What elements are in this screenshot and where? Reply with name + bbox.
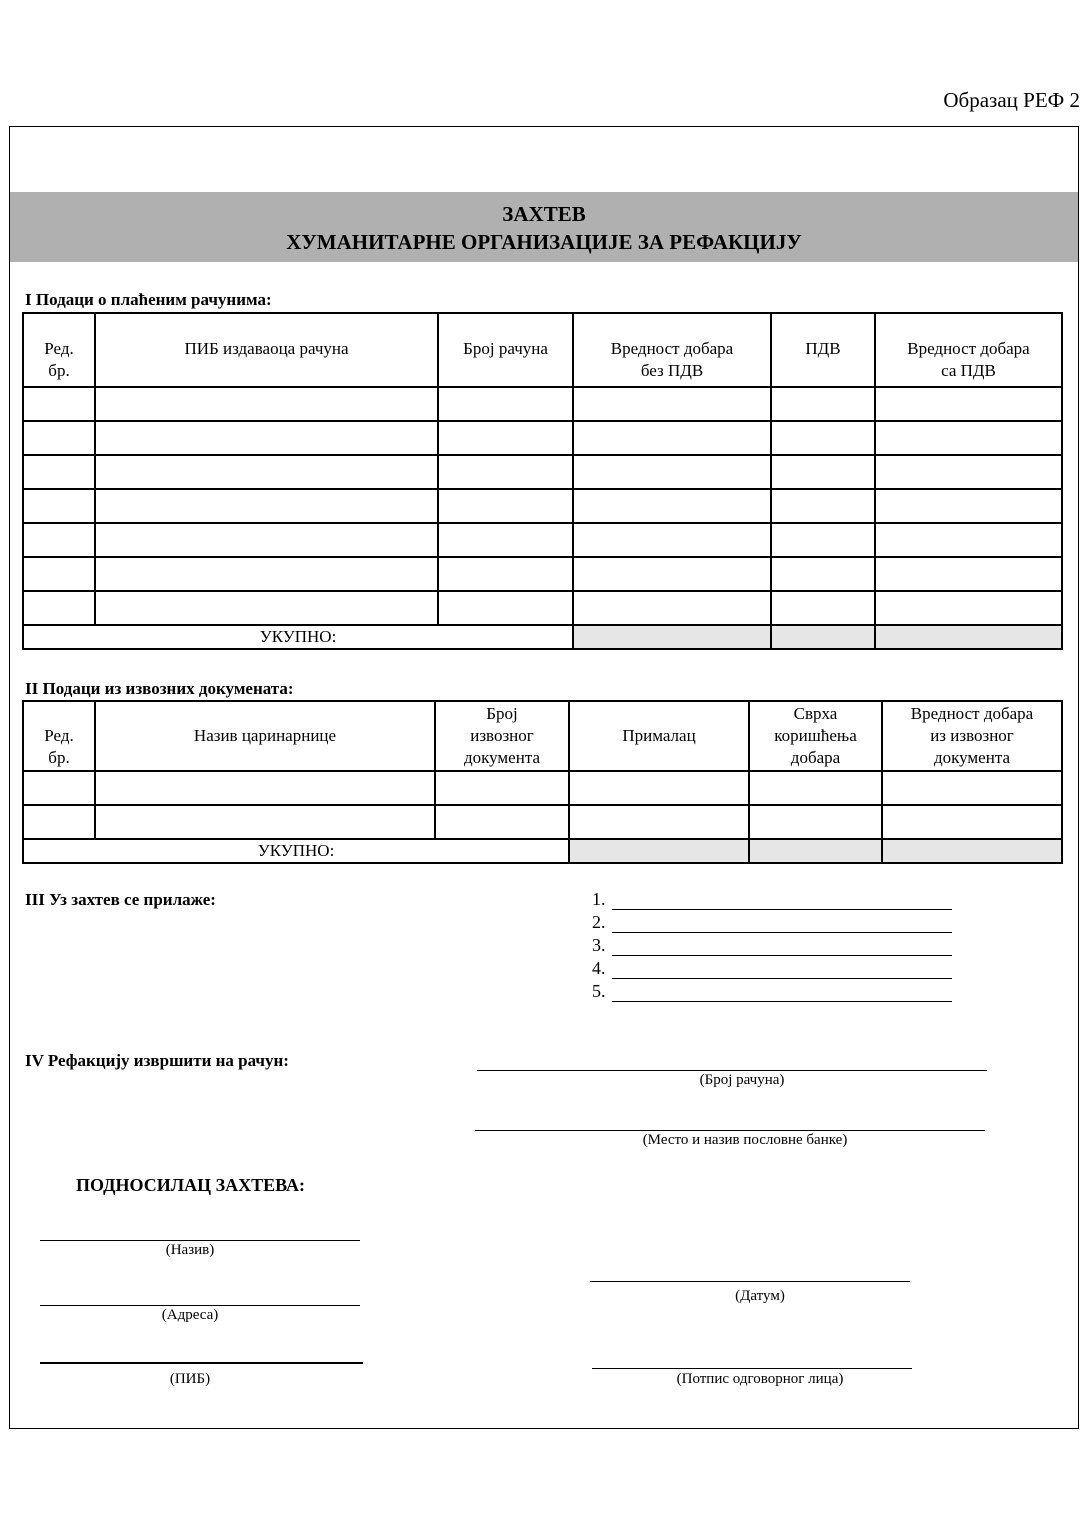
applicant-heading: ПОДНОСИЛАЦ ЗАХТЕВА:: [76, 1175, 305, 1195]
cell[interactable]: [882, 805, 1062, 839]
bank-caption: (Место и назив пословне банке): [642, 1132, 848, 1148]
col-header-vat: ПДВ: [771, 313, 875, 387]
cell[interactable]: [573, 421, 771, 455]
section-3-heading: III Уз захтев се прилаже:: [25, 890, 216, 909]
table-row: [23, 557, 1062, 591]
col-header-purpose: Сврха коришћења добара: [749, 701, 882, 771]
signature-line[interactable]: [592, 1368, 912, 1369]
cell[interactable]: [875, 455, 1062, 489]
col-header-customs-office: Назив царинарнице: [95, 701, 435, 771]
cell[interactable]: [882, 771, 1062, 805]
attachment-line-5[interactable]: [612, 1001, 952, 1002]
cell[interactable]: [573, 455, 771, 489]
cell[interactable]: [95, 421, 438, 455]
col-header-export-doc-number: Број извозног документа: [435, 701, 569, 771]
applicant-name-caption: (Назив): [165, 1242, 215, 1258]
cell[interactable]: [771, 421, 875, 455]
cell[interactable]: [573, 387, 771, 421]
applicant-pib-line[interactable]: [40, 1362, 363, 1364]
account-number-caption: (Број рачуна): [699, 1072, 785, 1088]
table-row: [23, 455, 1062, 489]
table-row: [23, 489, 1062, 523]
cell[interactable]: [23, 591, 95, 625]
date-caption: (Датум): [735, 1288, 785, 1304]
cell[interactable]: [573, 557, 771, 591]
cell[interactable]: [95, 805, 435, 839]
title-line-1: ЗАХТЕВ: [502, 202, 586, 226]
cell[interactable]: [23, 805, 95, 839]
table-row: [23, 591, 1062, 625]
cell[interactable]: [23, 523, 95, 557]
cell[interactable]: [23, 455, 95, 489]
section-1-heading: I Подаци о плаћеним рачунима:: [25, 290, 272, 309]
cell[interactable]: [438, 421, 573, 455]
cell[interactable]: [875, 489, 1062, 523]
cell[interactable]: [95, 455, 438, 489]
cell[interactable]: [573, 489, 771, 523]
attachment-line-2[interactable]: [612, 932, 952, 933]
title-line-2: ХУМАНИТАРНЕ ОРГАНИЗАЦИЈЕ ЗА РЕФАКЦИЈУ: [286, 230, 802, 254]
col-header-value-with-vat: Вредност добара са ПДВ: [875, 313, 1062, 387]
cell[interactable]: [95, 591, 438, 625]
cell[interactable]: [749, 805, 882, 839]
col-header-value-without-vat: Вредност добара без ПДВ: [573, 313, 771, 387]
section-4-heading: IV Рефакцију извршити на рачун:: [25, 1051, 289, 1070]
cell[interactable]: [771, 387, 875, 421]
cell[interactable]: [95, 489, 438, 523]
table-header-row: [23, 701, 1062, 771]
cell[interactable]: [875, 523, 1062, 557]
table-row: [23, 805, 1062, 839]
cell[interactable]: [435, 805, 569, 839]
cell[interactable]: [569, 771, 749, 805]
cell[interactable]: [23, 387, 95, 421]
col-header-export-value: Вредност добара из извозног документа: [882, 701, 1062, 771]
col-header-invoice-number: Број рачуна: [438, 313, 573, 387]
account-number-line[interactable]: [477, 1070, 987, 1071]
cell[interactable]: [23, 557, 95, 591]
cell[interactable]: [95, 557, 438, 591]
table-header-row: [23, 313, 1062, 387]
applicant-address-line[interactable]: [40, 1305, 360, 1306]
cell[interactable]: [435, 771, 569, 805]
date-line[interactable]: [590, 1281, 910, 1282]
col-header-rb: Ред. бр.: [23, 313, 95, 387]
total-label: УКУПНО:: [23, 625, 573, 649]
cell[interactable]: [771, 455, 875, 489]
cell[interactable]: [23, 771, 95, 805]
cell[interactable]: [749, 771, 882, 805]
cell[interactable]: [438, 523, 573, 557]
col-header-rb: Ред. бр.: [23, 701, 95, 771]
attachment-line-3[interactable]: [612, 955, 952, 956]
table-row: [23, 771, 1062, 805]
applicant-name-line[interactable]: [40, 1240, 360, 1241]
title-band: [10, 192, 1078, 262]
total-export-value: [882, 839, 1062, 863]
cell[interactable]: [438, 387, 573, 421]
cell[interactable]: [771, 523, 875, 557]
export-documents-table: [22, 700, 1063, 864]
applicant-address-caption: (Адреса): [161, 1307, 219, 1323]
cell[interactable]: [438, 489, 573, 523]
table-row: [23, 523, 1062, 557]
cell[interactable]: [438, 557, 573, 591]
cell[interactable]: [875, 387, 1062, 421]
total-vat: [771, 625, 875, 649]
bank-line[interactable]: [475, 1130, 985, 1131]
form-code: Образац РЕФ 2: [943, 88, 1080, 112]
cell[interactable]: [573, 523, 771, 557]
section-2-heading: II Подаци из извозних докумената:: [25, 679, 294, 698]
col-header-pib: ПИБ издаваоца рачуна: [95, 313, 438, 387]
total-row: [23, 839, 1062, 863]
total-row: [23, 625, 1062, 649]
total-purpose: [749, 839, 882, 863]
attachment-number-3: 3.: [592, 935, 606, 955]
attachment-number-2: 2.: [592, 912, 606, 932]
applicant-pib-caption: (ПИБ): [169, 1371, 211, 1387]
paid-invoices-table: [22, 312, 1063, 650]
cell[interactable]: [95, 387, 438, 421]
col-header-recipient: Прималац: [569, 701, 749, 771]
attachment-number-5: 5.: [592, 981, 606, 1001]
cell[interactable]: [771, 557, 875, 591]
total-value-with-vat: [875, 625, 1062, 649]
table-row: [23, 421, 1062, 455]
cell[interactable]: [23, 489, 95, 523]
cell[interactable]: [875, 591, 1062, 625]
attachment-line-4[interactable]: [612, 978, 952, 979]
cell[interactable]: [95, 523, 438, 557]
cell[interactable]: [569, 805, 749, 839]
signature-caption: (Потпис одговорног лица): [676, 1371, 844, 1387]
total-value-without-vat: [573, 625, 771, 649]
total-label: УКУПНО:: [23, 839, 569, 863]
total-recipient: [569, 839, 749, 863]
cell[interactable]: [23, 421, 95, 455]
cell[interactable]: [771, 489, 875, 523]
cell[interactable]: [95, 771, 435, 805]
cell[interactable]: [771, 591, 875, 625]
cell[interactable]: [438, 455, 573, 489]
attachment-number-1: 1.: [592, 889, 606, 909]
cell[interactable]: [875, 557, 1062, 591]
table-row: [23, 387, 1062, 421]
attachment-number-4: 4.: [592, 958, 606, 978]
cell[interactable]: [438, 591, 573, 625]
cell[interactable]: [573, 591, 771, 625]
attachment-line-1[interactable]: [612, 909, 952, 910]
cell[interactable]: [875, 421, 1062, 455]
